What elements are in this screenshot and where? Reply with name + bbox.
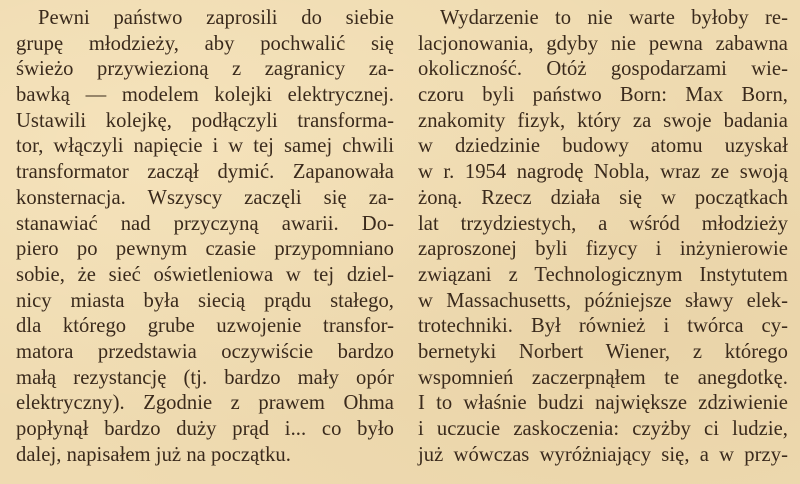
text-line: związani z Technologicznym Instytutem	[418, 263, 788, 286]
text-line: zaproszonej byli fizycy i inżynierowie	[418, 238, 788, 261]
text-line: Wydarzenie to nie warte byłoby re-	[440, 7, 788, 29]
text-line: elektryczny). Zgodnie z prawem Ohma	[16, 392, 394, 415]
text-line: nicy miasta była siecią prądu stałego,	[16, 289, 394, 312]
text-line: tor, włączyli napięcie i w tej samej chwili	[16, 135, 394, 158]
text-line: dalej, napisałem już na początku.	[16, 443, 291, 466]
text-line: piero po pewnym czasie przypomniano	[16, 238, 394, 261]
text-line: w dziedzinie budowy atomu uzyskał	[418, 135, 788, 158]
text-line: Pewni państwo zaprosili do siebie	[38, 7, 394, 29]
text-line: małą rezystancję (tj. bardzo mały opór	[16, 366, 394, 389]
text-line: dla którego grube uzwojenie transfor-	[16, 315, 394, 338]
text-line: lat trzydziestych, a wśród młodzieży	[418, 212, 788, 235]
text-line: bernetyki Norbert Wiener, z którego	[418, 340, 788, 363]
text-line: popłynął bardzo duży prąd i... co było	[16, 418, 394, 440]
text-line: stanawiać nad przyczyną awarii. Do-	[16, 212, 394, 235]
text-line: okoliczność. Otóż gospodarzami wie-	[418, 58, 788, 81]
right-column	[418, 6, 788, 468]
text-line: żoną. Rzecz działa się w początkach	[418, 186, 788, 209]
text-line: już wówczas wyróżniający się, a w przy-	[418, 443, 788, 466]
text-line: transformator zaczął dymić. Zapanowała	[16, 161, 394, 184]
text-line: Ustawili kolejkę, podłączyli transforma-	[16, 109, 394, 132]
text-line: znakomity fizyk, który za swoje badania	[418, 109, 788, 132]
text-line: sobie, że sieć oświetleniowa w tej dziel-	[16, 263, 394, 286]
text-line: w r. 1954 nagrodę Nobla, wraz ze swoją	[418, 161, 788, 184]
text-line: konsternacja. Wszyscy zaczęli się za-	[16, 186, 394, 209]
text-line: i uczucie zaskoczenia: czyżby ci ludzie,	[418, 418, 788, 440]
text-line: czoru byli państwo Born: Max Born,	[418, 84, 788, 107]
text-line: lacjonowania, gdyby nie pewna zabawna	[418, 32, 788, 55]
text-line: matora przedstawia oczywiście bardzo	[16, 340, 394, 363]
text-line: I to właśnie budzi największe zdziwienie	[418, 392, 788, 415]
text-line: świeżo przywiezioną z zagranicy za-	[16, 58, 394, 81]
text-line: w Massachusetts, późniejsze sławy elek-	[418, 289, 788, 312]
text-line: grupę młodzieży, aby pochwalić się	[16, 32, 394, 55]
text-line: trotechniki. Był również i twórca cy-	[418, 315, 788, 338]
text-line: wspomnień zaczerpnąłem te anegdotkę.	[418, 366, 788, 389]
left-column	[16, 6, 394, 468]
text-line: bawką — modelem kolejki elektrycznej.	[16, 84, 394, 107]
